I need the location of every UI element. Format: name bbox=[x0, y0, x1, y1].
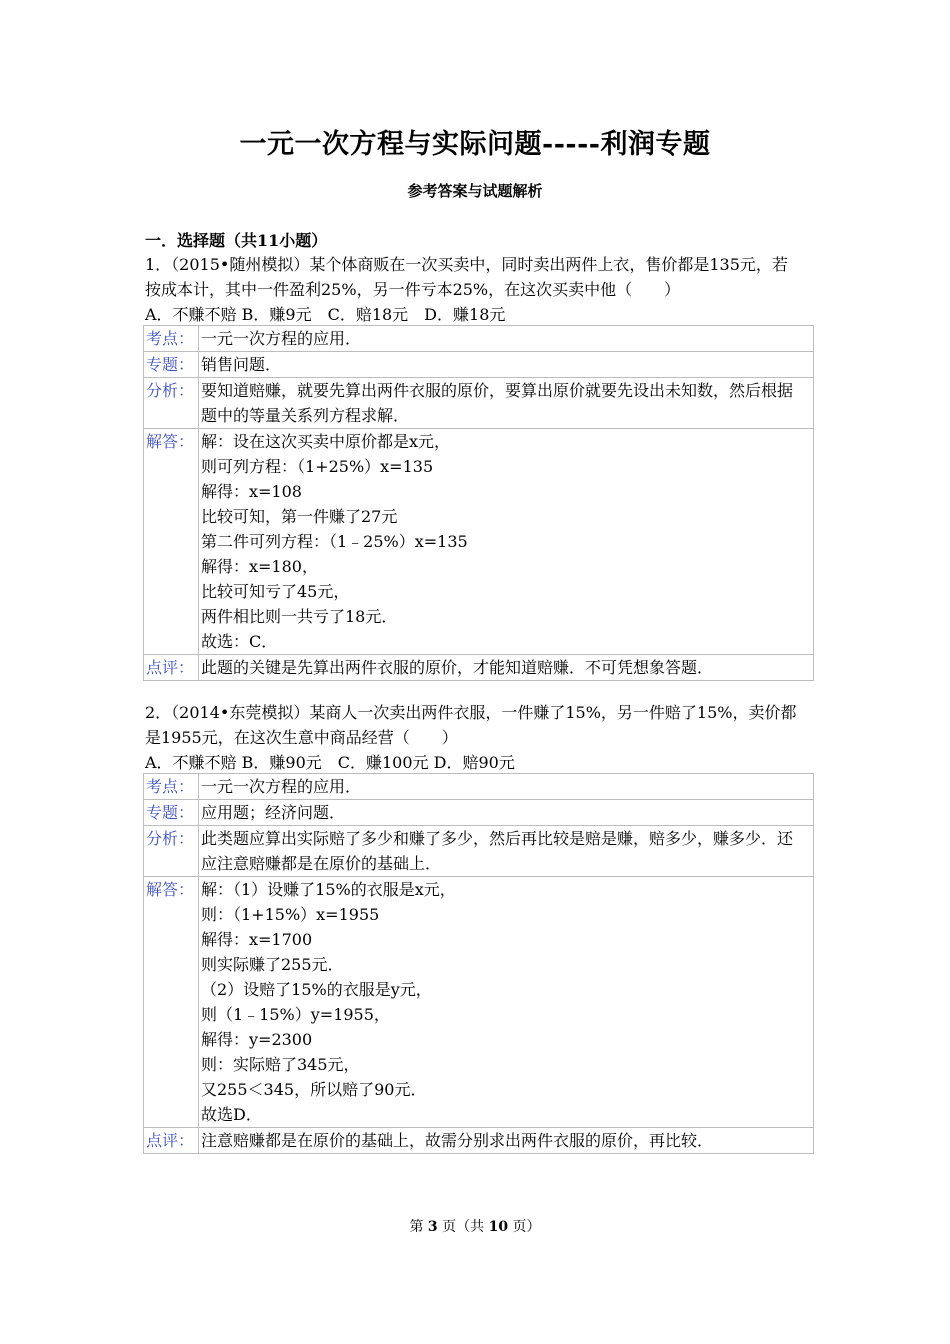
solution-line: 则（1﹣15%）y=1955， bbox=[201, 1005, 390, 1024]
dianping-value: 此题的关键是先算出两件衣服的原价，才能知道赔赚．不可凭想象答题． bbox=[199, 655, 814, 681]
jieda-value bbox=[199, 429, 814, 655]
table-row bbox=[144, 429, 814, 655]
section-heading: 一．选择题（共11小题） bbox=[145, 231, 328, 250]
fenxi-value bbox=[199, 826, 814, 877]
fenxi-label: 分析： bbox=[144, 378, 199, 429]
fenxi-label: 分析： bbox=[144, 826, 199, 877]
dianping-value: 注意赔赚都是在原价的基础上，故需分别求出两件衣服的原价，再比较． bbox=[199, 1128, 814, 1154]
fenxi-line: 此类题应算出实际赔了多少和赚了多少，然后再比较是赔是赚，赔多少，赚多少．还 bbox=[201, 829, 794, 848]
solution-line: 解：设在这次买卖中原价都是x元， bbox=[201, 432, 451, 451]
solution-line: 故选：C． bbox=[201, 632, 278, 651]
table-row bbox=[144, 1128, 814, 1154]
table-row bbox=[144, 877, 814, 1128]
page-subtitle: 参考答案与试题解析 bbox=[407, 182, 543, 200]
page-footer bbox=[0, 1216, 950, 1236]
question-1-stem-line-2: 按成本计，其中一件盈利25%，另一件亏本25%，在这次买卖中他（ ） bbox=[145, 280, 681, 299]
question-1-options: A．不赚不赔 B．赚9元 C．赔18元 D．赚18元 bbox=[145, 305, 506, 324]
question-2-stem-line-2: 是1955元，在这次生意中商品经营（ ） bbox=[145, 728, 458, 747]
footer-page-number: 3 bbox=[427, 1219, 438, 1235]
table-row bbox=[144, 774, 814, 800]
footer-total-pages: 10 bbox=[488, 1219, 509, 1235]
solution-line: 解得：x=180， bbox=[201, 557, 318, 576]
solution-line: 则：（1+15%）x=1955 bbox=[201, 905, 380, 924]
solution-line: 比较可知，第一件赚了27元 bbox=[201, 507, 398, 526]
footer-suffix: 页） bbox=[512, 1219, 541, 1235]
solution-line: 故选D． bbox=[201, 1105, 262, 1124]
question-2 bbox=[145, 700, 815, 775]
table-row bbox=[144, 352, 814, 378]
jieda-value bbox=[199, 877, 814, 1128]
zhuanti-value: 应用题；经济问题． bbox=[199, 800, 814, 826]
zhuanti-label: 专题： bbox=[144, 800, 199, 826]
solution-line: 两件相比则一共亏了18元． bbox=[201, 607, 398, 626]
footer-middle: 页（共 bbox=[442, 1219, 485, 1235]
question-1-answer-table bbox=[143, 325, 814, 681]
table-row bbox=[144, 800, 814, 826]
footer-prefix: 第 bbox=[409, 1219, 424, 1235]
solution-line: 比较可知亏了45元， bbox=[201, 582, 350, 601]
fenxi-line: 应注意赔赚都是在原价的基础上． bbox=[201, 854, 442, 873]
kaodian-label: 考点： bbox=[144, 326, 199, 352]
solution-line: （2）设赔了15%的衣服是y元， bbox=[201, 980, 432, 999]
solution-line: 解得：x=108 bbox=[201, 482, 302, 501]
solution-line: 则：实际赔了345元， bbox=[201, 1055, 360, 1074]
zhuanti-label: 专题： bbox=[144, 352, 199, 378]
question-1 bbox=[145, 252, 815, 327]
page-title: 一元一次方程与实际问题-----利润专题 bbox=[239, 129, 711, 160]
solution-line: 解：（1）设赚了15%的衣服是x元， bbox=[201, 880, 456, 899]
question-2-options: A．不赚不赔 B．赚90元 C．赚100元 D．赔90元 bbox=[145, 753, 515, 772]
table-row bbox=[144, 655, 814, 681]
jieda-label: 解答： bbox=[144, 429, 199, 655]
solution-line: 解得：y=2300 bbox=[201, 1030, 313, 1049]
kaodian-value: 一元一次方程的应用． bbox=[199, 326, 814, 352]
zhuanti-value: 销售问题． bbox=[199, 352, 814, 378]
jieda-label: 解答： bbox=[144, 877, 199, 1128]
solution-line: 第二件可列方程：（1﹣25%）x=135 bbox=[201, 532, 468, 551]
solution-line: 则实际赚了255元． bbox=[201, 955, 344, 974]
solution-line: 则可列方程：（1+25%）x=135 bbox=[201, 457, 434, 476]
fenxi-line: 要知道赔赚，就要先算出两件衣服的原价，要算出原价就要先设出未知数，然后根据 bbox=[201, 381, 794, 400]
fenxi-line: 题中的等量关系列方程求解． bbox=[201, 406, 410, 425]
question-1-stem-line-1: 1．（2015•随州模拟）某个体商贩在一次买卖中，同时卖出两件上衣，售价都是135元，若 bbox=[145, 255, 788, 274]
table-row bbox=[144, 378, 814, 429]
dianping-label: 点评： bbox=[144, 655, 199, 681]
fenxi-value bbox=[199, 378, 814, 429]
kaodian-value: 一元一次方程的应用． bbox=[199, 774, 814, 800]
table-row bbox=[144, 826, 814, 877]
question-2-stem-line-1: 2．（2014•东莞模拟）某商人一次卖出两件衣服，一件赚了15%，另一件赔了15%，卖价都 bbox=[145, 703, 797, 722]
kaodian-label: 考点： bbox=[144, 774, 199, 800]
table-row bbox=[144, 326, 814, 352]
solution-line: 解得：x=1700 bbox=[201, 930, 313, 949]
solution-line: 又255＜345，所以赔了90元． bbox=[201, 1080, 427, 1099]
dianping-label: 点评： bbox=[144, 1128, 199, 1154]
question-2-answer-table bbox=[143, 773, 814, 1154]
